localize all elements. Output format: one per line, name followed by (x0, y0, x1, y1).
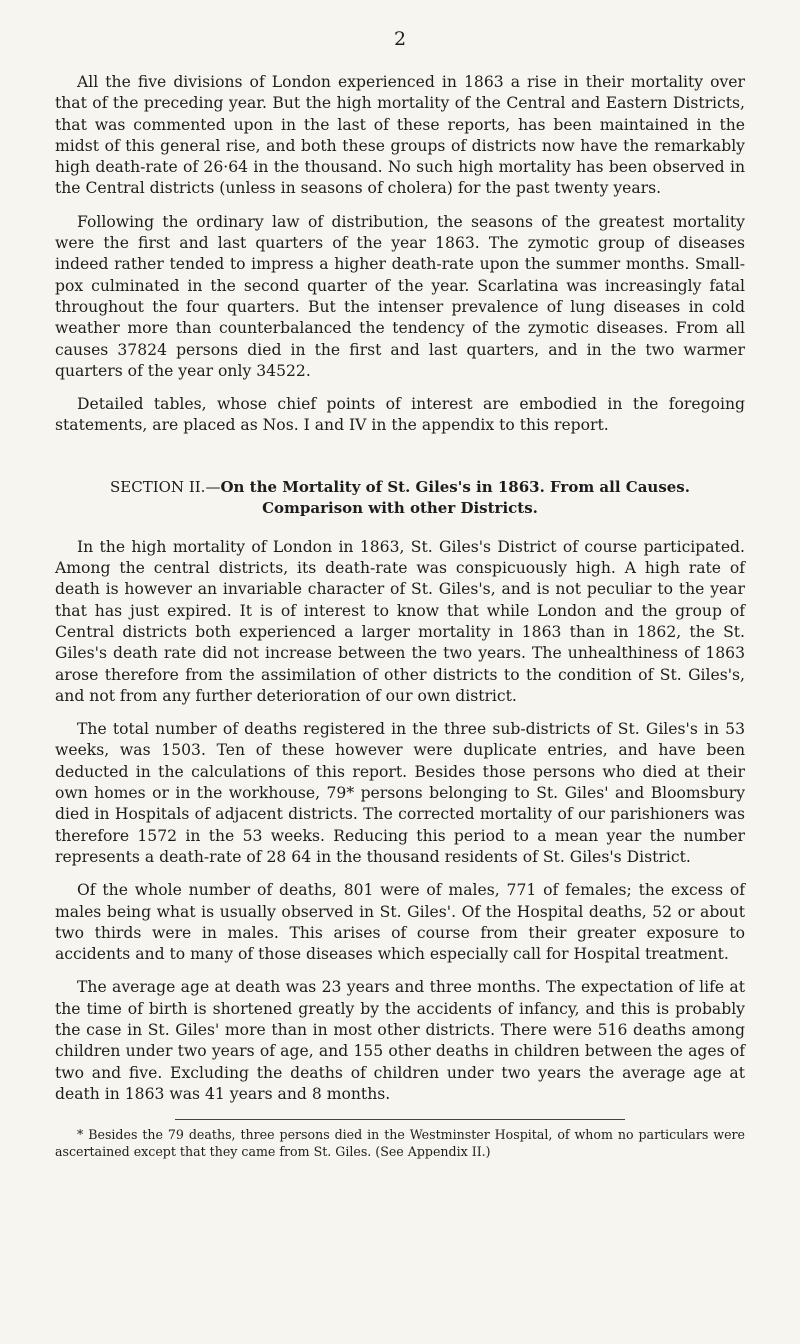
page-body (55, 72, 745, 1160)
section-paragraph-4: The average age at death was 23 years and three months. The expectation of life at the time of birth is shortened greatly by the accidents of infancy, and this is probably the case in St. Giles' more than in most other districts. There were 516 deaths among children under two years of age, and 155 other deaths in children between the ages of two and five. Excluding the deaths of children under two years the average age at death in 1863 was 41 years and 8 months. (55, 978, 745, 1103)
section-paragraph-2: The total number of deaths registered in the three sub-districts of St. Giles's in 53 weeks, was 1503. Ten of these however were duplicate entries, and have been deducted in the calculations of this report. Besides those persons who died at their own homes or in the workhouse, 79* persons belonging to St. Giles' and Bloomsbury died in Hospitals of adjacent districts. The corrected mortality of our parishioners was therefore 1572 in the 53 weeks. Reducing this period to a mean year the number represents a death-rate of 28 64 in the thousand residents of St. Giles's District. (55, 720, 745, 866)
page-number: 2 (393, 28, 407, 50)
intro-paragraph-3: Detailed tables, whose chief points of interest are embodied in the foregoing statements, are placed as Nos. I and IV in the appendix to this report. (55, 395, 745, 435)
intro-paragraph-1: All the five divisions of London experienced in 1863 a rise in their mortality over that of the preceding year. But the high mortality of the Central and Eastern Districts, that was commented upon in the last of these reports, has been maintained in the midst of this general rise, and both these groups of districts now have the remarkably high death-rate of 26·64 in the thousand. No such high mortality has been observed in the Central districts (unless in seasons of cholera) for the past twenty years. (55, 73, 745, 198)
section-heading (55, 477, 745, 519)
section-paragraph-1: In the high mortality of London in 1863, St. Giles's District of course participated. Among the central districts, its death-rate was conspicuously high. A high rate of death is however an invariable character of St. Giles's, and is not peculiar to the year that has just expired. It is of interest to know that while London and the group of Central districts both experienced a larger mortality in 1863 than in 1862, the St. Giles's death rate did not increase between the two years. The unhealthiness of 1863 arose therefore from the assimilation of other districts to the condition of St. Giles's, and not from any further deterioration of our own district. (55, 537, 745, 705)
section-heading-line-1 (55, 477, 745, 498)
section-title: On the Mortality of St. Giles's in 1863. From all Causes. (220, 477, 690, 496)
section-number: SECTION II.— (110, 477, 221, 496)
section-subtitle: Comparison with other Districts. (262, 498, 538, 517)
intro-paragraph-2: Following the ordinary law of distribution, the seasons of the greatest mortality were the first and last quarters of the year 1863. The zymotic group of diseases indeed rather tended to impress a higher death-rate upon the summer months. Small-pox culminated in the second quarter of the year. Scarlatina was increasingly fatal throughout the four quarters. But the intenser prevalence of lung diseases in cold weather more than counterbalanced the tendency of the zymotic diseases. From all causes 37824 persons died in the first and last quarters, and in the two warmer quarters of the year only 34522. (55, 212, 745, 380)
footnote-divider (175, 1119, 625, 1120)
footnote: * Besides the 79 deaths, three persons died in the Westminster Hospital, of whom no particulars were ascertained except that they came from St. Giles. (See Appendix II.) (55, 1127, 745, 1160)
section-paragraph-3: Of the whole number of deaths, 801 were of males, 771 of females; the excess of males being what is usually observed in St. Giles'. Of the Hospital deaths, 52 or about two thirds were in males. This arises of course from their greater exposure to accidents and to many of those diseases which especially call for Hospital treatment. (55, 881, 745, 964)
